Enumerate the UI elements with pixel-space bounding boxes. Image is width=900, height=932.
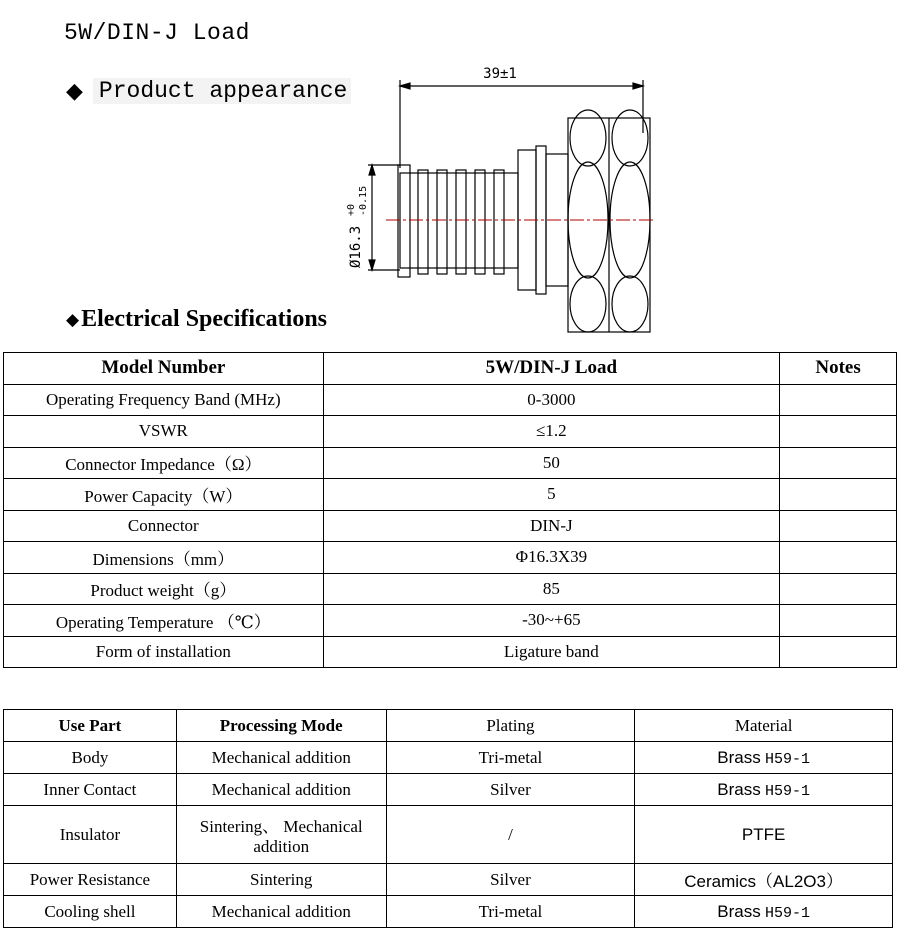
material bbox=[635, 864, 893, 896]
table-row bbox=[4, 806, 893, 864]
electrical-specifications-label: Electrical Specifications bbox=[81, 306, 328, 332]
header-material: Material bbox=[635, 710, 893, 742]
table-row bbox=[4, 479, 897, 511]
part-name: Cooling shell bbox=[4, 896, 177, 928]
header-processing-mode: Processing Mode bbox=[176, 710, 386, 742]
table-row bbox=[4, 605, 897, 637]
spec-note bbox=[780, 384, 897, 416]
plating: Tri-metal bbox=[386, 896, 635, 928]
diamond-bullet-icon: ◆ bbox=[66, 78, 83, 104]
material-name: PTFE bbox=[741, 824, 786, 844]
material-name: Brass bbox=[717, 779, 761, 799]
material-code: H59-1 bbox=[764, 750, 810, 768]
material bbox=[635, 742, 893, 774]
spec-label: Connector bbox=[4, 510, 324, 542]
header-plating: Plating bbox=[386, 710, 635, 742]
part-name: Power Resistance bbox=[4, 864, 177, 896]
spec-note bbox=[780, 573, 897, 605]
spec-value: DIN-J bbox=[323, 510, 779, 542]
product-appearance-heading bbox=[66, 78, 351, 104]
materials-table bbox=[3, 709, 893, 928]
spec-note bbox=[780, 542, 897, 574]
processing-mode: Sintering、 Mechanical addition bbox=[176, 806, 386, 864]
plating: Tri-metal bbox=[386, 742, 635, 774]
header-model-number: Model Number bbox=[4, 353, 324, 385]
material-code: H59-1 bbox=[764, 782, 810, 800]
material bbox=[635, 896, 893, 928]
processing-mode: Mechanical addition bbox=[176, 774, 386, 806]
spec-value: -30~+65 bbox=[323, 605, 779, 637]
spec-value: Ligature band bbox=[323, 636, 779, 668]
spec-note bbox=[780, 447, 897, 479]
spec-value: 0-3000 bbox=[323, 384, 779, 416]
spec-value: 85 bbox=[323, 573, 779, 605]
length-label: 39±1 bbox=[483, 66, 517, 82]
spec-value: ≤1.2 bbox=[323, 416, 779, 448]
table-row bbox=[4, 774, 893, 806]
spec-label: Power Capacity（W） bbox=[4, 479, 324, 511]
header-notes: Notes bbox=[780, 353, 897, 385]
electrical-specifications-heading bbox=[66, 306, 327, 333]
processing-mode: Mechanical addition bbox=[176, 742, 386, 774]
table-row bbox=[4, 416, 897, 448]
spec-label: Operating Temperature （℃） bbox=[4, 605, 324, 637]
diameter-label: Ø16.3 bbox=[348, 225, 364, 268]
diameter-tolerance-lower: -0.15 bbox=[358, 185, 369, 216]
spec-value: 50 bbox=[323, 447, 779, 479]
processing-mode: Mechanical addition bbox=[176, 896, 386, 928]
spec-label: Form of installation bbox=[4, 636, 324, 668]
material bbox=[635, 774, 893, 806]
spec-value: 5 bbox=[323, 479, 779, 511]
cooling-fins bbox=[398, 165, 518, 277]
product-drawing bbox=[338, 58, 660, 340]
spec-note bbox=[780, 605, 897, 637]
table-row bbox=[4, 864, 893, 896]
table-row bbox=[4, 896, 893, 928]
material bbox=[635, 806, 893, 864]
spec-note bbox=[780, 636, 897, 668]
spec-label: VSWR bbox=[4, 416, 324, 448]
diameter-tolerance-upper: +0 bbox=[346, 203, 357, 216]
header-use-part: Use Part bbox=[4, 710, 177, 742]
spec-label: Product weight（g） bbox=[4, 573, 324, 605]
processing-mode: Sintering bbox=[176, 864, 386, 896]
material-name: Ceramics（AL2O3） bbox=[684, 872, 843, 891]
spec-label: Dimensions（mm） bbox=[4, 542, 324, 574]
spec-value: Φ16.3X39 bbox=[323, 542, 779, 574]
material-name: Brass bbox=[717, 747, 761, 767]
part-name: Inner Contact bbox=[4, 774, 177, 806]
table-row bbox=[4, 510, 897, 542]
spec-label: Operating Frequency Band (MHz) bbox=[4, 384, 324, 416]
table-row bbox=[4, 542, 897, 574]
spec-label: Connector Impedance（Ω） bbox=[4, 447, 324, 479]
diamond-bullet-icon: ◆ bbox=[66, 309, 80, 330]
product-appearance-label: Product appearance bbox=[93, 78, 351, 104]
spec-note bbox=[780, 416, 897, 448]
table-row bbox=[4, 447, 897, 479]
table-row bbox=[4, 384, 897, 416]
plating: Silver bbox=[386, 774, 635, 806]
material-name: Brass bbox=[717, 901, 761, 921]
document-title: 5W/DIN-J Load bbox=[64, 20, 250, 46]
plating: Silver bbox=[386, 864, 635, 896]
table-header-row bbox=[4, 353, 897, 385]
plating: / bbox=[386, 806, 635, 864]
table-row bbox=[4, 636, 897, 668]
spec-note bbox=[780, 510, 897, 542]
material-code: H59-1 bbox=[764, 904, 810, 922]
hex-coupling-nut bbox=[568, 110, 650, 332]
part-name: Body bbox=[4, 742, 177, 774]
table-row bbox=[4, 573, 897, 605]
part-name: Insulator bbox=[4, 806, 177, 864]
table-header-row bbox=[4, 710, 893, 742]
electrical-specifications-table bbox=[3, 352, 897, 668]
header-model-value: 5W/DIN-J Load bbox=[323, 353, 779, 385]
table-row bbox=[4, 742, 893, 774]
spec-note bbox=[780, 479, 897, 511]
